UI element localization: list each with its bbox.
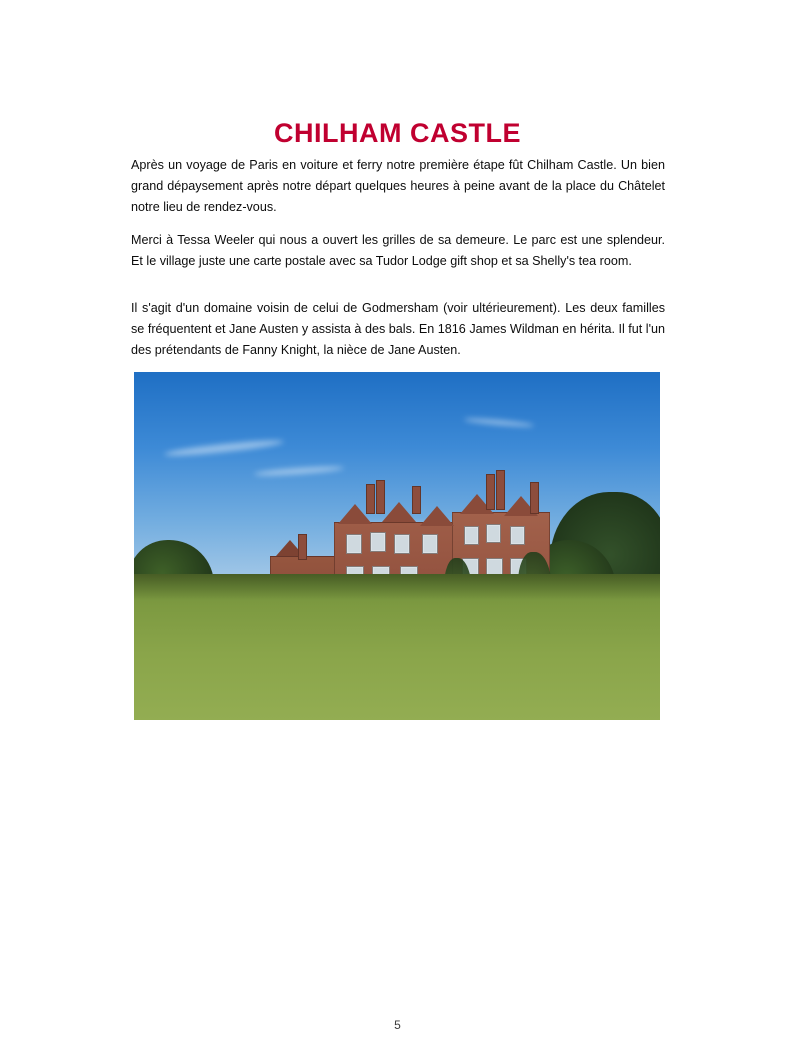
paragraph-block-2: [131, 230, 665, 272]
page-title: CHILHAM CASTLE: [274, 118, 521, 149]
body-paragraph: Il s'agit d'un domaine voisin de celui de Godmersham (voir ultérieurement). Les deux familles se fréquentent et Jane Austen y assista à des bals. En 1816 James Wildman en hérita. Il fut l'un des prétendants de Fanny Knight, la nièce de Jane Austen.: [131, 301, 665, 357]
paragraph-block-1: [131, 155, 665, 218]
window: [510, 526, 525, 545]
body-paragraph: Après un voyage de Paris en voiture et ferry notre première étape fût Chilham Castle. Un bien grand dépaysement après notre départ quelques heures à peine avant de la place du Châtelet notre lieu de rendez-vous.: [131, 158, 665, 214]
window: [346, 534, 362, 554]
body-paragraph: Merci à Tessa Weeler qui nous a ouvert les grilles de sa demeure. Le parc est une splendeur. Et le village juste une carte postale avec sa Tudor Lodge gift shop et sa Shelly's tea room.: [131, 233, 665, 268]
lawn: [134, 574, 660, 720]
gable: [420, 506, 454, 526]
window: [464, 526, 479, 545]
window: [422, 534, 438, 554]
chimney: [298, 534, 307, 560]
page-number: 5: [394, 1018, 401, 1032]
chimney: [530, 482, 539, 514]
chimney: [376, 480, 385, 514]
chimney: [486, 474, 495, 510]
window: [394, 534, 410, 554]
gable: [382, 502, 416, 522]
chimney: [412, 486, 421, 514]
lawn-shadow: [134, 574, 660, 600]
paragraph-block-3: [131, 298, 665, 361]
window: [370, 532, 386, 552]
chimney: [366, 484, 375, 514]
window: [486, 524, 501, 543]
chimney: [496, 470, 505, 510]
chilham-castle-photo: [134, 372, 660, 720]
